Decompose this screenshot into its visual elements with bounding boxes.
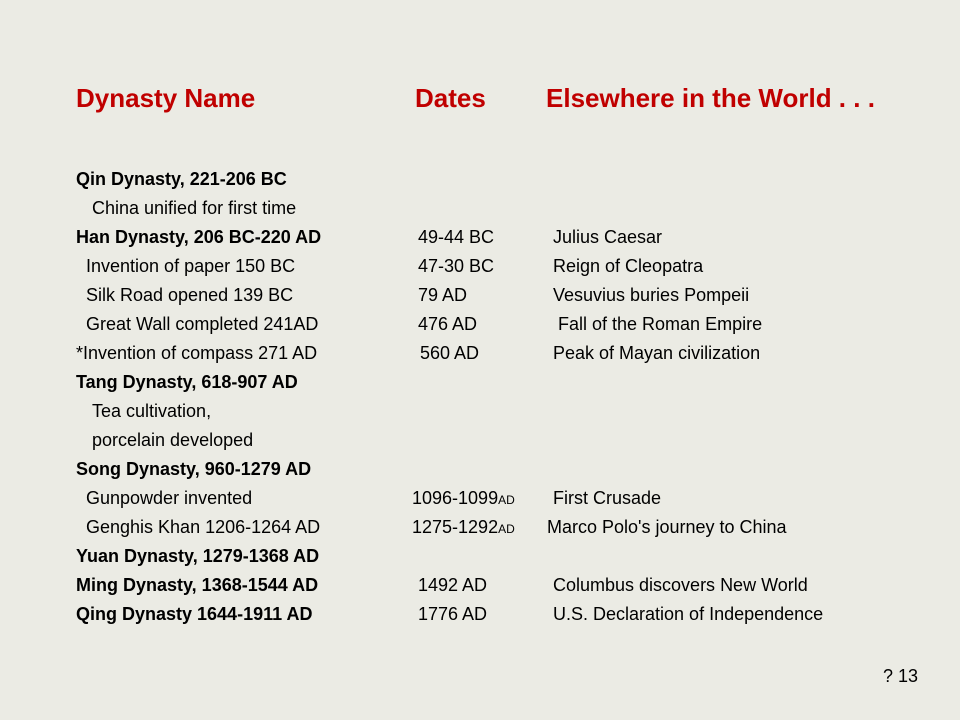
world-event: Reign of Cleopatra (553, 256, 704, 276)
dynasty-name: Han Dynasty, 206 BC-220 AD (76, 227, 322, 247)
header-dates: Dates (415, 83, 486, 113)
world-date: 79 AD (418, 285, 468, 305)
world-event: Columbus discovers New World (553, 575, 808, 595)
table-row (0, 455, 960, 484)
dynasty-name: Ming Dynasty, 1368-1544 AD (76, 575, 319, 595)
world-event: Vesuvius buries Pompeii (553, 285, 750, 305)
header-elsewhere: Elsewhere in the World . . . (546, 83, 875, 113)
table-row (0, 252, 960, 281)
world-date-value: 1096-1099 (412, 488, 499, 508)
world-date (412, 484, 515, 515)
world-date (412, 513, 515, 544)
world-date-suffix: AD (498, 493, 515, 507)
dynasty-detail: China unified for first time (92, 198, 297, 218)
dynasty-detail: Invention of paper 150 BC (86, 256, 296, 276)
dynasty-name: Tang Dynasty, 618-907 AD (76, 372, 298, 392)
table-row (0, 368, 960, 397)
dynasty-detail: Gunpowder invented (86, 488, 253, 508)
page-number: ? 13 (882, 666, 918, 686)
table-row (0, 542, 960, 571)
world-date-value: 1275-1292 (412, 517, 499, 537)
dynasty-detail: *Invention of compass 271 AD (76, 343, 318, 363)
table-row (0, 223, 960, 252)
dynasty-detail: porcelain developed (92, 430, 254, 450)
world-date-suffix: AD (498, 522, 515, 536)
world-event: Fall of the Roman Empire (553, 314, 763, 334)
table-row (0, 281, 960, 310)
table-row (0, 426, 960, 455)
dynasty-detail: Tea cultivation, (92, 401, 212, 421)
dynasty-name: Qing Dynasty 1644-1911 AD (76, 604, 313, 624)
world-date: 49-44 BC (418, 227, 495, 247)
world-event: Peak of Mayan civilization (553, 343, 761, 363)
table-row (0, 484, 960, 513)
dynasty-detail: Silk Road opened 139 BC (86, 285, 294, 305)
table-row (0, 194, 960, 223)
table-row (0, 397, 960, 426)
table-row (0, 165, 960, 194)
world-date: 1776 AD (418, 604, 488, 624)
dynasty-name: Yuan Dynasty, 1279-1368 AD (76, 546, 320, 566)
dynasty-detail: Great Wall completed 241AD (86, 314, 319, 334)
world-date: 47-30 BC (418, 256, 495, 276)
world-event: Julius Caesar (553, 227, 663, 247)
table-row (0, 600, 960, 629)
dynasty-detail: Genghis Khan 1206-1264 AD (86, 517, 321, 537)
world-date: 476 AD (418, 314, 478, 334)
world-event: U.S. Declaration of Independence (553, 604, 824, 624)
world-event: Marco Polo's journey to China (547, 517, 787, 537)
dynasty-name: Qin Dynasty, 221-206 BC (76, 169, 287, 189)
table-row (0, 513, 960, 542)
dynasty-name: Song Dynasty, 960-1279 AD (76, 459, 312, 479)
world-date: 1492 AD (418, 575, 488, 595)
table-row (0, 339, 960, 368)
world-event: First Crusade (553, 488, 662, 508)
world-date: 560 AD (420, 343, 480, 363)
table-row (0, 310, 960, 339)
table-row (0, 571, 960, 600)
header-dynasty-name: Dynasty Name (76, 83, 256, 113)
